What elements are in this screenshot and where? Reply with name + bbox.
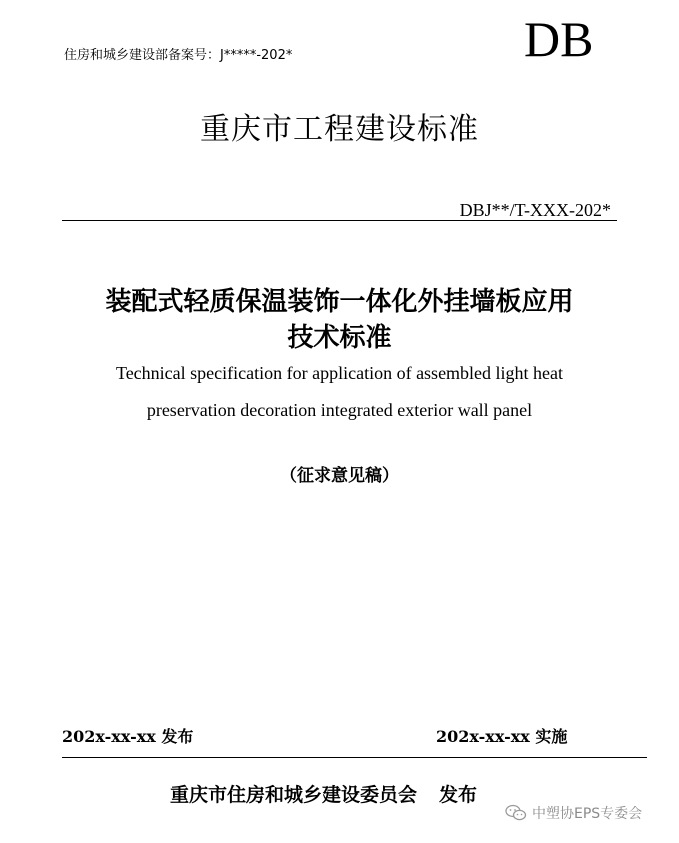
standard-series-title: 重庆市工程建设标准 xyxy=(200,112,479,147)
chinese-title-line-1: 装配式轻质保温装饰一体化外挂墙板应用 xyxy=(105,287,574,317)
english-title-line-1: Technical specification for application of assembled light heat xyxy=(115,363,564,383)
issuing-authority xyxy=(170,780,477,807)
footer-divider xyxy=(62,757,647,758)
filing-record-number: 住房和城乡建设部备案号：J*****-202* xyxy=(64,48,293,63)
watermark xyxy=(505,803,642,823)
header-divider xyxy=(62,220,617,221)
chinese-title xyxy=(0,284,679,356)
watermark-text: 中塑协EPS专委会 xyxy=(532,806,643,822)
wechat-icon xyxy=(505,804,527,822)
db-standard-mark: DB xyxy=(524,11,594,67)
implementation-date: 202x-xx-xx 实施 xyxy=(436,727,568,746)
draft-status-label: （征求意见稿） xyxy=(280,466,399,486)
issue-date: 202x-xx-xx 发布 xyxy=(62,727,194,746)
english-title xyxy=(0,355,679,429)
issuer-name: 重庆市住房和城乡建设委员会 xyxy=(170,784,418,806)
standard-code: DBJ**/T-XXX-202* xyxy=(459,200,611,220)
english-title-line-2: preservation decoration integrated exterior wall panel xyxy=(146,400,533,420)
chinese-title-line-2: 技术标准 xyxy=(287,323,392,353)
issuer-action: 发布 xyxy=(439,784,478,806)
